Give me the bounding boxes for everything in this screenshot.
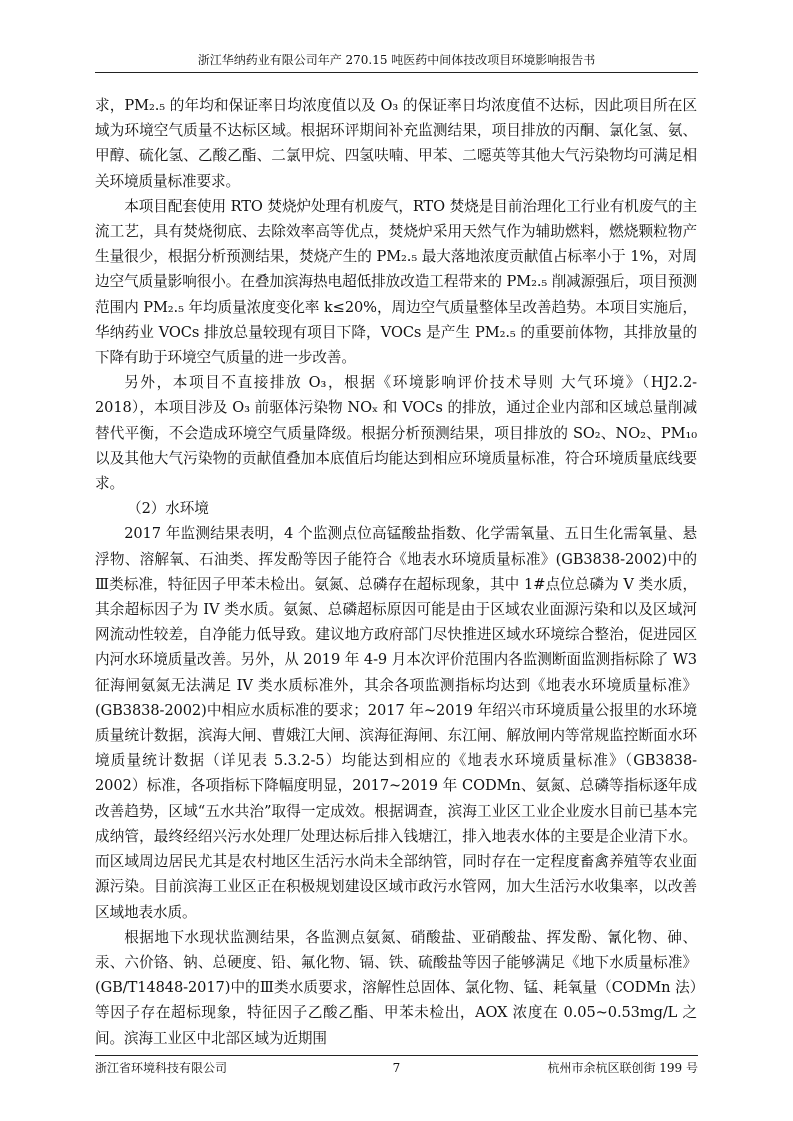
- page-number: 7: [392, 1061, 401, 1075]
- document-title: 浙江华纳药业有限公司年产 270.15 吨医药中间体技改项目环境影响报告书: [197, 53, 596, 67]
- paragraph-air-quality-continued: 求，PM₂.₅ 的年均和保证率日均浓度值以及 O₃ 的保证率日均浓度值不达标，因此项目所在区域为环境空气质量不达标区域。根据环评期间补充监测结果，项目排放的丙酮、氯化氢、氨、甲醇、硫化氢、乙酸乙酯、二氯甲烷、四氢呋喃、甲苯、二噁英等其他大气污染物均可满足相关环境质量标准要求。: [95, 97, 697, 190]
- page-header: [95, 52, 698, 73]
- footer-company: 浙江省环境科技有限公司: [95, 1061, 228, 1075]
- section-heading-water-environment: （2）水环境: [127, 500, 209, 518]
- paragraph-surface-water: 2017 年监测结果表明，4 个监测点位高锰酸盐指数、化学需氧量、五日生化需氧量、悬浮物、溶解氧、石油类、挥发酚等因子能符合《地表水环境质量标准》(GB3838-2002)中的Ⅲ类标准，特征因子甲苯未检出。氨氮、总磷存在超标现象，其中 1#点位总磷为 V 类水质，其余超标因子为 IV 类水质。氨氮、总磷超标原因可能是由于区域农业面源污染和以及区域河网流动性较差，自净能力低导致。建议地方政府部门尽快推进区域水环境综合整治，促进园区内河水环境质量改善。另外，从 2019 年 4-9 月本次评价范围内各监测断面监测指标除了 W3 征海闸氨氮无法满足 IV 类水质标准外，其余各项监测指标均达到《地表水环境质量标准》(GB3838-2002)中相应水质标准的要求；2017 年~2019 年绍兴市环境质量公报里的水环境质量统计数据，滨海大闸、曹娥江大闸、滨海征海闸、东江闸、解放闸内等常规监控断面水环境质量统计数据（详见表 5.3.2-5）均能达到相应的《地表水环境质量标准》（GB3838-2002）标准，各项指标下降幅度明显，2017~2019 年 CODMn、氨氮、总磷等指标逐年成改善趋势，区域“五水共治”取得一定成效。根据调查，滨海工业区工业企业废水目前已基本完成纳管，最终经绍兴污水处理厂处理达标后排入钱塘江，排入地表水体的主要是企业清下水。而区域周边居民尤其是农村地区生活污水尚未全部纳管，同时存在一定程度畜禽养殖等农业面源污染。目前滨海工业区正在积极规划建设区域市政污水管网，加大生活污水收集率，以改善区域地表水质。: [95, 525, 697, 921]
- paragraph-rto-incinerator: 本项目配套使用 RTO 焚烧炉处理有机废气，RTO 焚烧是目前治理化工行业有机废气的主流工艺，具有焚烧彻底、去除效率高等优点，焚烧炉采用天然气作为辅助燃料，燃烧颗粒物产生量很少，根据分析预测结果，焚烧产生的 PM₂.₅ 最大落地浓度贡献值占标率小于 1%，对周边空气质量影响很小。在叠加滨海热电超低排放改造工程带来的 PM₂.₅ 削减源强后，项目预测范围内 PM₂.₅ 年均质量浓度变化率 k≤20%，周边空气质量整体呈改善趋势。本项目实施后，华纳药业 VOCs 排放总量较现有项目下降，VOCs 是产生 PM₂.₅ 的重要前体物，其排放量的下降有助于环境空气质量的进一步改善。: [95, 197, 697, 367]
- paragraph-ozone: 另外，本项目不直接排放 O₃，根据《环境影响评价技术导则 大气环境》（HJ2.2-2018），本项目涉及 O₃ 前驱体污染物 NOₓ 和 VOCs 的排放，通过企业内部和区域总量削减替代平衡，不会造成环境空气质量降级。根据分析预测结果，项目排放的 SO₂、NO₂、PM₁₀ 以及其他大气污染物的贡献值叠加本底值后均能达到相应环境质量标准，符合环境质量底线要求。: [95, 374, 697, 493]
- paragraph-groundwater: 根据地下水现状监测结果，各监测点氨氮、硝酸盐、亚硝酸盐、挥发酚、氰化物、砷、汞、六价铬、钠、总硬度、铅、氟化物、镉、铁、硫酸盐等因子能够满足《地下水质量标准》(GB/T14848-2017)中的Ⅲ类水质要求，溶解性总固体、氯化物、锰、耗氧量（CODMn 法）等因子存在超标现象，特征因子乙酸乙酯、甲苯未检出，AOX 浓度在 0.05~0.53mg/L 之间。滨海工业区中北部区域为近期围: [95, 928, 697, 1047]
- page-footer: [95, 1055, 698, 1076]
- footer-address: 杭州市余杭区联创街 199 号: [547, 1061, 698, 1075]
- body-text: [95, 93, 697, 1051]
